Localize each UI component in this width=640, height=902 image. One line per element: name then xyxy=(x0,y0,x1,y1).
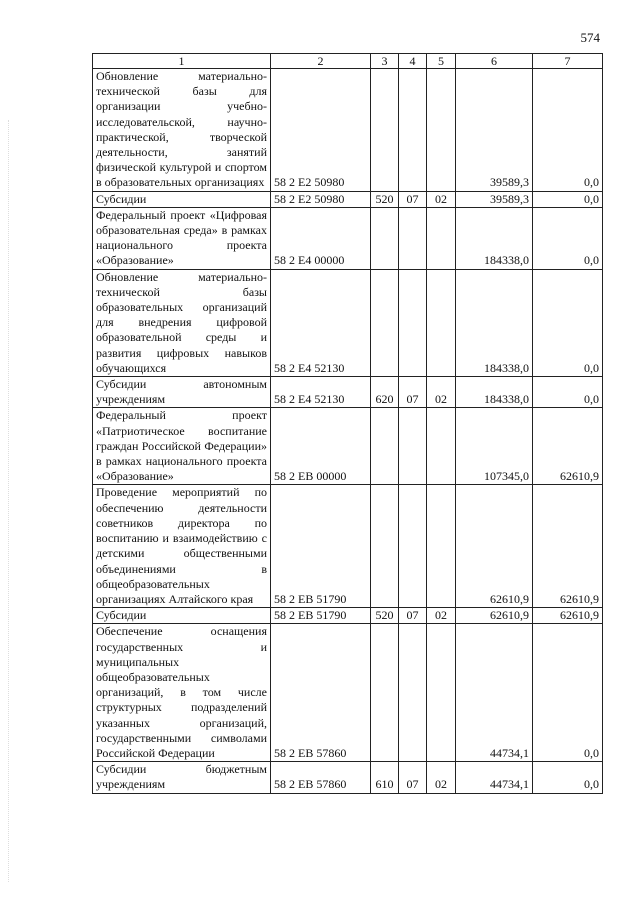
scan-margin-line xyxy=(8,120,9,882)
row-pr: 02 xyxy=(427,762,456,793)
row-sum-2: 0,0 xyxy=(533,624,603,762)
header-col-1: 1 xyxy=(93,54,271,69)
table-row xyxy=(93,69,603,192)
row-vr xyxy=(371,624,399,762)
row-rz: 07 xyxy=(399,191,427,207)
row-vr xyxy=(371,207,399,269)
row-rz: 07 xyxy=(399,762,427,793)
row-rz: 07 xyxy=(399,377,427,408)
row-sum-1: 44734,1 xyxy=(456,624,533,762)
header-col-2: 2 xyxy=(271,54,371,69)
header-col-5: 5 xyxy=(427,54,456,69)
row-code: 58 2 E2 50980 xyxy=(271,69,371,192)
row-sum-2: 0,0 xyxy=(533,69,603,192)
row-vr: 520 xyxy=(371,191,399,207)
row-sum-2: 0,0 xyxy=(533,207,603,269)
row-name: Федеральный проект «Патриотическое воспитание граждан Российской Федерации» в рамках национального проекта «Образование» xyxy=(93,408,271,485)
table-row xyxy=(93,408,603,485)
table-row xyxy=(93,191,603,207)
row-code: 58 2 E4 52130 xyxy=(271,269,371,376)
row-sum-2: 62610,9 xyxy=(533,608,603,624)
row-sum-1: 107345,0 xyxy=(456,408,533,485)
table-row xyxy=(93,269,603,376)
row-sum-2: 62610,9 xyxy=(533,408,603,485)
row-rz xyxy=(399,485,427,608)
row-sum-1: 44734,1 xyxy=(456,762,533,793)
row-code: 58 2 E2 50980 xyxy=(271,191,371,207)
table-row xyxy=(93,608,603,624)
row-code: 58 2 EB 57860 xyxy=(271,762,371,793)
row-name: Субсидии автономным учреждениям xyxy=(93,377,271,408)
row-vr: 610 xyxy=(371,762,399,793)
row-vr xyxy=(371,69,399,192)
table-row xyxy=(93,762,603,793)
row-sum-1: 184338,0 xyxy=(456,377,533,408)
row-name: Обновление материально-технической базы для организации учебно-исследовательской, научно-практической, творческой деятельности, занятий физической культурой и спортом в образовательных организациях xyxy=(93,69,271,192)
row-name: Субсидии xyxy=(93,608,271,624)
row-sum-2: 0,0 xyxy=(533,377,603,408)
row-name: Субсидии бюджетным учреждениям xyxy=(93,762,271,793)
row-code: 58 2 EB 00000 xyxy=(271,408,371,485)
table-row xyxy=(93,485,603,608)
budget-table xyxy=(92,53,603,794)
row-sum-2: 62610,9 xyxy=(533,485,603,608)
row-pr xyxy=(427,624,456,762)
row-rz: 07 xyxy=(399,608,427,624)
row-name: Обновление материально-технической базы образовательных организаций для внедрения цифровой образовательной среды и развития цифровых навыков обучающихся xyxy=(93,269,271,376)
row-pr xyxy=(427,69,456,192)
page-number: 574 xyxy=(580,30,600,45)
row-pr xyxy=(427,207,456,269)
row-sum-2: 0,0 xyxy=(533,191,603,207)
row-vr: 620 xyxy=(371,377,399,408)
row-vr xyxy=(371,485,399,608)
row-name: Обеспечение оснащения государственных и муниципальных общеобразовательных организаций, в том числе структурных подразделений указанных организаций, государственными символами Российской Федерации xyxy=(93,624,271,762)
row-vr xyxy=(371,408,399,485)
row-pr xyxy=(427,485,456,608)
row-code: 58 2 E4 00000 xyxy=(271,207,371,269)
row-rz xyxy=(399,624,427,762)
row-code: 58 2 E4 52130 xyxy=(271,377,371,408)
row-code: 58 2 EB 57860 xyxy=(271,624,371,762)
row-sum-1: 39589,3 xyxy=(456,191,533,207)
table-row xyxy=(93,624,603,762)
row-name: Федеральный проект «Цифровая образовательная среда» в рамках национального проекта «Образование» xyxy=(93,207,271,269)
row-sum-1: 62610,9 xyxy=(456,485,533,608)
header-col-4: 4 xyxy=(399,54,427,69)
row-vr: 520 xyxy=(371,608,399,624)
row-rz xyxy=(399,207,427,269)
row-rz xyxy=(399,69,427,192)
row-rz xyxy=(399,269,427,376)
row-sum-1: 184338,0 xyxy=(456,269,533,376)
row-sum-1: 62610,9 xyxy=(456,608,533,624)
row-sum-1: 184338,0 xyxy=(456,207,533,269)
row-code: 58 2 EB 51790 xyxy=(271,485,371,608)
header-col-3: 3 xyxy=(371,54,399,69)
row-sum-2: 0,0 xyxy=(533,269,603,376)
table-header-row xyxy=(93,54,603,69)
table-row xyxy=(93,207,603,269)
row-name: Субсидии xyxy=(93,191,271,207)
row-sum-1: 39589,3 xyxy=(456,69,533,192)
table-row xyxy=(93,377,603,408)
row-pr: 02 xyxy=(427,191,456,207)
header-col-7: 7 xyxy=(533,54,603,69)
header-col-6: 6 xyxy=(456,54,533,69)
row-pr xyxy=(427,269,456,376)
row-vr xyxy=(371,269,399,376)
row-pr: 02 xyxy=(427,377,456,408)
row-pr xyxy=(427,408,456,485)
row-name: Проведение мероприятий по обеспечению деятельности советников директора по воспитанию и взаимодействию с детскими общественными объединениями в общеобразовательных организациях Алтайского края xyxy=(93,485,271,608)
row-pr: 02 xyxy=(427,608,456,624)
row-code: 58 2 EB 51790 xyxy=(271,608,371,624)
row-rz xyxy=(399,408,427,485)
row-sum-2: 0,0 xyxy=(533,762,603,793)
